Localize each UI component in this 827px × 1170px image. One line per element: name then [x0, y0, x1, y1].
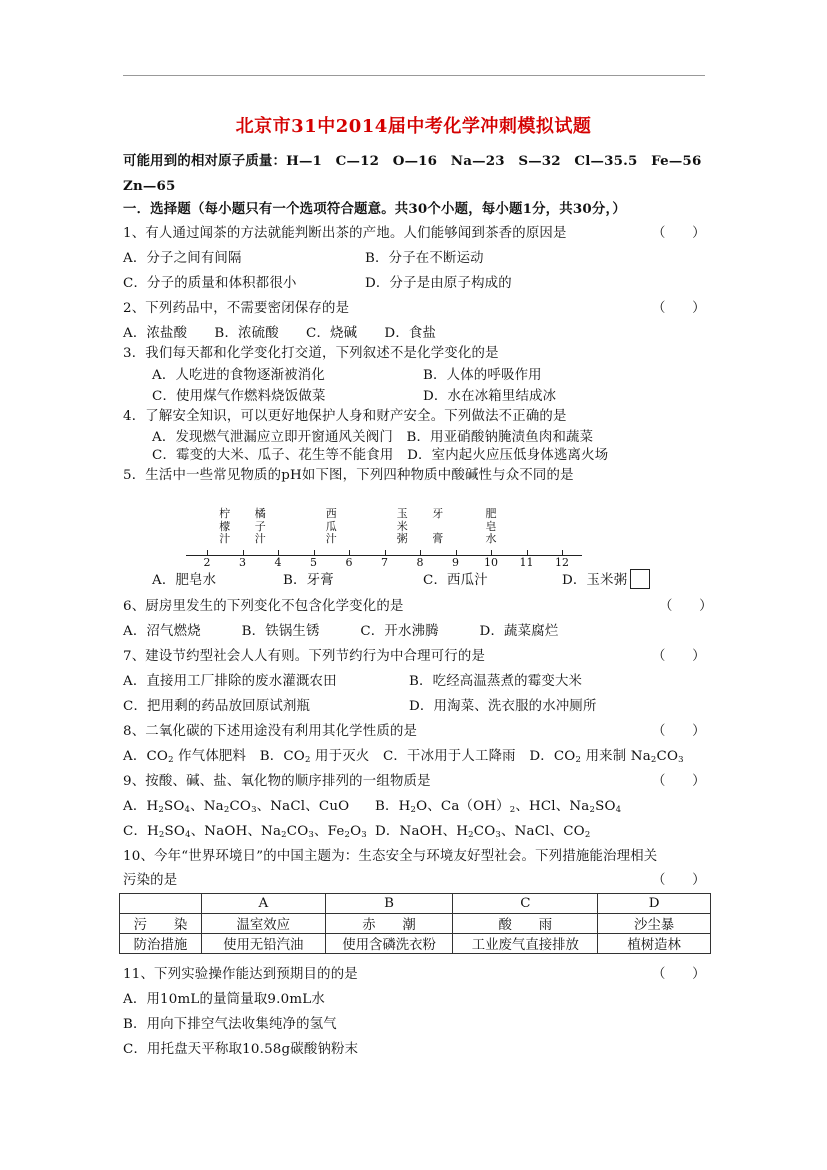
ph-substance-label — [254, 508, 266, 546]
table-row — [120, 914, 711, 934]
ph-tick-label: 5 — [310, 556, 317, 569]
q6-stem: 6、厨房里发生的下列变化不包含化学变化的是 — [123, 599, 404, 614]
ph-substance-char: 西 — [325, 507, 337, 520]
table-header-cell — [120, 894, 202, 914]
q11-stem: 11、下列实验操作能达到预期目的的是 — [123, 967, 358, 982]
q11-option-a: A．用10mL的量筒量取9.0mL水 — [123, 992, 325, 1007]
ph-tick — [562, 550, 563, 555]
q9-option-c: C．$H_2SO_4$、NaOH、$Na_2CO_3$、$Fe_2O_3$ — [123, 824, 367, 840]
table-header-cell: C — [453, 894, 598, 914]
table-cell: 植树造林 — [598, 934, 711, 954]
q2-options: A．浓盐酸 B．浓硫酸 C．烧碱 D．食盐 — [123, 326, 437, 341]
q4-stem: 4．了解安全知识，可以更好地保护人身和财产安全。下列做法不正确的是 — [123, 409, 567, 424]
ph-tick-label: 4 — [274, 556, 282, 569]
q1-answer-paren: （ ） — [652, 226, 706, 241]
q7-option-c: C．把用剩的药品放回原试剂瓶 — [123, 699, 311, 714]
q3-option-a: A．人吃进的食物逐渐被消化 — [152, 368, 325, 383]
q11-option-b: B．用向下排空气法收集纯净的氢气 — [123, 1017, 337, 1032]
ph-substance-char: 水 — [485, 532, 497, 545]
ph-substance-char: 皂 — [485, 519, 497, 533]
q1-option-b: B．分子在不断运动 — [365, 251, 484, 266]
ph-tick-label: 10 — [484, 556, 498, 569]
ph-substance-char: 膏 — [432, 532, 444, 545]
ph-substance-char: 粥 — [396, 532, 408, 545]
ph-tick-label: 2 — [203, 556, 211, 569]
q10-stem-line2: 污染的是 — [123, 873, 178, 888]
q6-options: A．沼气燃烧 B．铁锅生锈 C．开水沸腾 D．蔬菜腐烂 — [123, 624, 559, 639]
q5-option-a: A．肥皂水 — [152, 573, 217, 588]
q10-table — [119, 893, 711, 954]
ph-tick — [527, 550, 528, 555]
q5-option-c: C．西瓜汁 — [423, 573, 488, 588]
ph-substance-label — [219, 508, 231, 546]
ph-tick — [491, 550, 492, 555]
table-cell: 赤 潮 — [325, 914, 453, 934]
q10-answer-paren: （ ） — [652, 873, 706, 888]
ph-tick — [278, 550, 279, 555]
table-header-row — [120, 894, 711, 914]
q9-option-d: D．NaOH、$H_2CO_3$、NaCl、$CO_2$ — [375, 824, 591, 840]
atomic-masses-line2: Zn—65 — [123, 178, 176, 194]
table-cell: 温室效应 — [201, 914, 325, 934]
q5-option-d: D．玉米粥 — [562, 573, 628, 588]
ph-tick — [349, 550, 350, 555]
q10-stem-line1: 10、今年“世界环境日”的中国主题为：生态安全与环境友好型社会。下列措施能治理相关 — [123, 849, 658, 864]
ph-substance-label — [325, 508, 337, 546]
ph-tick-label: 7 — [381, 556, 388, 569]
ph-tick-label: 3 — [239, 556, 246, 569]
ph-substance-char: 子 — [254, 519, 266, 533]
ph-substance-char: 牙 — [432, 507, 444, 520]
ph-tick-label: 12 — [555, 556, 569, 569]
q7-option-a: A．直接用工厂排除的废水灌溉农田 — [123, 674, 337, 689]
section1-header: 一．选择题（每小题只有一个选项符合题意。共30个小题，每小题1分，共30分，） — [123, 201, 626, 217]
q7-option-d: D．用淘菜、洗衣服的水冲厕所 — [409, 699, 597, 714]
ph-substance-char: 瓜 — [325, 519, 337, 533]
q9-answer-paren: （ ） — [652, 774, 706, 789]
q3-stem: 3．我们每天都和化学变化打交道，下列叙述不是化学变化的是 — [123, 346, 499, 361]
q9-stem: 9、按酸、碱、盐、氧化物的顺序排列的一组物质是 — [123, 774, 431, 789]
ph-tick-label: 8 — [416, 556, 424, 569]
table-cell: 使用无铅汽油 — [201, 934, 325, 954]
q8-stem: 8、二氧化碳的下述用途没有利用其化学性质的是 — [123, 724, 418, 739]
table-cell: 使用含磷洗衣粉 — [325, 934, 453, 954]
q8-answer-paren: （ ） — [652, 724, 706, 739]
q2-answer-paren: （ ） — [652, 301, 706, 316]
q1-option-c: C．分子的质量和体积都很小 — [123, 276, 297, 291]
ph-substance-char: 汁 — [325, 532, 337, 545]
ph-tick-label: 6 — [345, 556, 353, 569]
q7-answer-paren: （ ） — [652, 649, 706, 664]
q7-stem: 7、建设节约型社会人人有则。下列节约行为中合理可行的是 — [123, 649, 486, 664]
table-cell: 酸 雨 — [453, 914, 598, 934]
q1-stem: 1、有人通过闻茶的方法就能判断出茶的产地。人们能够闻到茶香的原因是 — [123, 226, 567, 241]
q4-options-ab: A．发现燃气泄漏应立即开窗通风关阀门 B．用亚硝酸钠腌渍鱼肉和蔬菜 — [152, 430, 594, 445]
ph-substance-label — [432, 508, 444, 546]
ph-substance-label — [485, 508, 497, 546]
q5-stem: 5．生活中一些常见物质的pH如下图，下列四种物质中酸碱性与众不同的是 — [123, 468, 574, 483]
ph-substance-char: 玉 — [396, 507, 408, 520]
ph-tick-label: 9 — [452, 556, 459, 569]
ph-substance-char: 橘 — [254, 507, 266, 520]
row-label: 防治措施 — [120, 934, 202, 954]
table-header-cell: A — [201, 894, 325, 914]
q1-option-d: D．分子是由原子构成的 — [365, 276, 512, 291]
table-cell: 工业废气直接排放 — [453, 934, 598, 954]
atomic-masses-line1: 可能用到的相对原子质量：H—1 C—12 O—16 Na—23 S—32 Cl—35.5 Fe—56 — [123, 153, 702, 169]
q5-option-b: B．牙膏 — [283, 573, 334, 588]
ph-tick — [314, 550, 315, 555]
q9-option-a: A．$H_2SO_4$、$Na_2CO_3$、NaCl、CuO — [123, 799, 350, 815]
q1-option-a: A．分子之间有间隔 — [123, 251, 242, 266]
ph-tick — [207, 550, 208, 555]
header-rule — [123, 75, 705, 76]
q9-option-b: B．$H_2O$、$Ca(OH)_2$、HCl、$Na_2SO_4$ — [375, 799, 622, 815]
q4-options-cd: C．霉变的大米、瓜子、花生等不能食用 D．室内起火应压低身体逃离火场 — [152, 448, 609, 463]
table-header-cell: D — [598, 894, 711, 914]
ph-tick-label: 11 — [519, 556, 534, 569]
q11-answer-paren: （ ） — [652, 967, 706, 982]
q6-answer-paren: （ ） — [659, 599, 713, 614]
row-label: 污 染 — [120, 914, 202, 934]
ph-substance-label — [396, 508, 408, 546]
q7-option-b: B．吃经高温蒸煮的霉变大米 — [409, 674, 583, 689]
ph-substance-char: 汁 — [219, 532, 231, 545]
table-row — [120, 934, 711, 954]
ph-substance-char: 汁 — [254, 532, 266, 545]
ph-tick — [456, 550, 457, 555]
table-cell: 沙尘暴 — [598, 914, 711, 934]
q3-option-b: B．人体的呼吸作用 — [423, 368, 542, 383]
q8-options: A．$CO_2$ 作气体肥料 B．$CO_2$ 用于灭火 C．干冰用于人工降雨 D．$CO_2$ 用来制 $Na_2CO_3$ — [123, 749, 684, 765]
ph-tick — [243, 550, 244, 555]
ph-substance-char: 米 — [396, 519, 408, 533]
ph-substance-char: 柠 — [219, 507, 231, 520]
ph-tick — [385, 550, 386, 555]
q3-option-d: D．水在冰箱里结成冰 — [423, 389, 557, 404]
table-header-cell: B — [325, 894, 453, 914]
answer-box — [630, 569, 650, 589]
ph-substance-char: 檬 — [219, 519, 231, 533]
ph-tick — [420, 550, 421, 555]
page-title: 北京市31中2014届中考化学冲刺模拟试题 — [235, 116, 592, 137]
q11-option-c: C．用托盘天平称取10.58g碳酸钠粉末 — [123, 1042, 359, 1057]
q3-option-c: C．使用煤气作燃料烧饭做菜 — [152, 389, 326, 404]
ph-substance-char: 肥 — [485, 507, 497, 520]
q2-stem: 2、下列药品中，不需要密闭保存的是 — [123, 301, 350, 316]
